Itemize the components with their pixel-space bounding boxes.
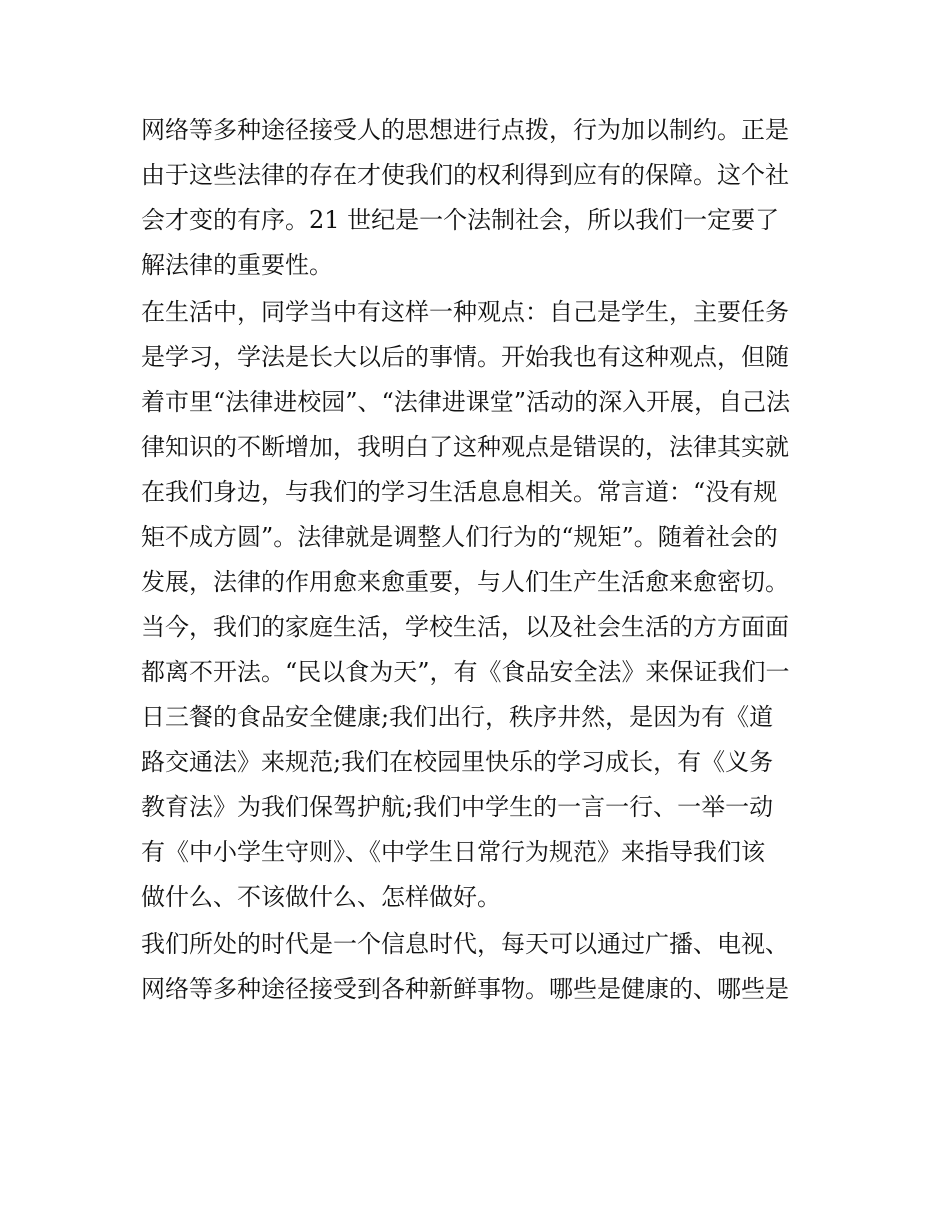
text-line: 网络等多种途径接受到各种新鲜事物。哪些是健康的、哪些是 [141, 975, 789, 1003]
paragraph [141, 922, 821, 1012]
text-line: 都离不开法。“民以食为天”，有《食品安全法》来保证我们一 [141, 658, 790, 686]
text-line: 路交通法》来规范;我们在校园里快乐的学习成长，有《义务 [141, 748, 774, 776]
text-line: 在生活中，同学当中有这样一种观点：自己是学生，主要任务 [141, 298, 789, 326]
text-line: 做什么、不该做什么、怎样做好。 [141, 883, 501, 911]
document-body [141, 108, 821, 1012]
text-line: 解法律的重要性。 [141, 251, 333, 279]
text-line: 我们所处的时代是一个信息时代，每天可以通过广播、电视、 [141, 930, 789, 958]
text-line: 会才变的有序。21 世纪是一个法制社会，所以我们一定要了 [141, 206, 780, 234]
text-line: 着市里“法律进校园”、“法律进课堂”活动的深入开展，自己法 [141, 388, 791, 416]
text-line: 律知识的不断增加，我明白了这种观点是错误的，法律其实就 [141, 433, 789, 461]
text-line: 日三餐的食品安全健康;我们出行，秩序井然，是因为有《道 [141, 703, 774, 731]
paragraph [141, 108, 821, 288]
text-line: 当今，我们的家庭生活，学校生活，以及社会生活的方方面面 [141, 613, 789, 641]
text-line: 在我们身边，与我们的学习生活息息相关。常言道：“没有规 [141, 478, 778, 506]
text-line: 有《中小学生守则》、《中学生日常行为规范》来指导我们该 [141, 838, 765, 866]
text-line: 是学习，学法是长大以后的事情。开始我也有这种观点，但随 [141, 343, 789, 371]
text-line: 由于这些法律的存在才使我们的权利得到应有的保障。这个社 [141, 161, 789, 189]
text-line: 教育法》为我们保驾护航;我们中学生的一言一行、一举一动 [141, 793, 774, 821]
text-line: 矩不成方圆”。法律就是调整人们行为的“规矩”。随着社会的 [141, 523, 778, 551]
text-line: 网络等多种途径接受人的思想进行点拨，行为加以制约。正是 [141, 116, 789, 144]
text-line: 发展，法律的作用愈来愈重要，与人们生产生活愈来愈密切。 [141, 568, 789, 596]
paragraph [141, 290, 821, 920]
